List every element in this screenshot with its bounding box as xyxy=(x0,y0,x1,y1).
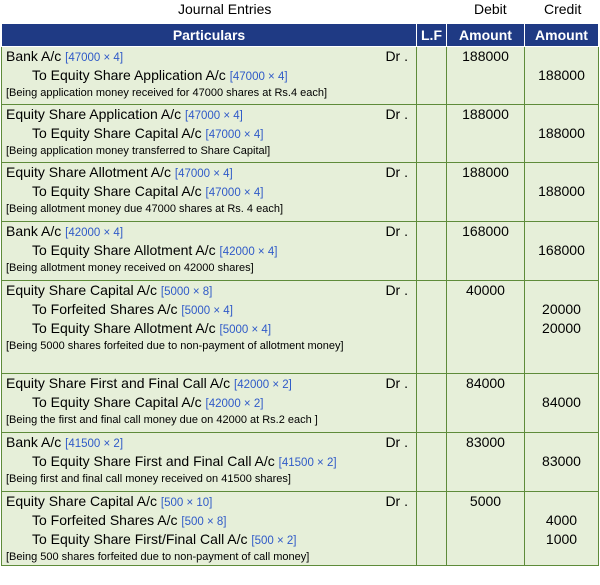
credit-account: To Equity Share Capital A/c xyxy=(32,394,202,410)
spacer xyxy=(525,492,598,511)
debit-line xyxy=(2,492,416,511)
credit-calculation: [47000 × 4] xyxy=(205,187,264,199)
debit-amount: 188000 xyxy=(462,164,509,180)
credit-calculation: [42000 × 4] xyxy=(219,246,278,258)
table-header-row xyxy=(2,24,599,47)
col-debit-amount: Amount xyxy=(447,24,525,47)
dr-label: Dr . xyxy=(385,493,408,509)
narration: [Being the first and final call money due on 42000 at Rs.2 each ] xyxy=(6,414,318,426)
credit-account: To Equity Share First and Final Call A/c xyxy=(32,453,275,469)
table-row xyxy=(2,47,599,105)
top-header xyxy=(0,0,600,20)
narration: [Being 500 shares forfeited due to non-payment of call money] xyxy=(6,551,310,563)
credit-account: To Equity Share First/Final Call A/c xyxy=(32,531,248,547)
debit-amount: 188000 xyxy=(462,106,509,122)
dr-label: Dr . xyxy=(385,282,408,298)
particulars-cell xyxy=(2,374,417,433)
debit-amount: 84000 xyxy=(466,375,505,391)
debit-line xyxy=(2,433,416,452)
dr-label: Dr . xyxy=(385,375,408,391)
debit-amount: 83000 xyxy=(466,434,505,450)
credit-account: To Forfeited Shares A/c xyxy=(32,301,178,317)
debit-calculation: [41500 × 2] xyxy=(65,438,124,450)
debit-line xyxy=(2,163,416,182)
lf-cell xyxy=(417,222,447,281)
debit-line xyxy=(2,281,416,300)
spacer xyxy=(525,222,598,241)
credit-amount: 188000 xyxy=(538,125,585,141)
debit-account: Equity Share Allotment A/c xyxy=(6,164,171,180)
debit-line xyxy=(2,47,416,66)
credit-calculation: [47000 × 4] xyxy=(229,71,288,83)
credit-amount: 168000 xyxy=(538,242,585,258)
credit-line xyxy=(2,300,416,319)
credit-amount-cell xyxy=(525,374,599,433)
credit-account: To Equity Share Capital A/c xyxy=(32,125,202,141)
credit-amount: 84000 xyxy=(542,394,581,410)
lf-cell xyxy=(417,281,447,374)
credit-amount: 20000 xyxy=(542,301,581,317)
debit-line xyxy=(2,105,416,124)
particulars-cell xyxy=(2,492,417,566)
dr-label: Dr . xyxy=(385,48,408,64)
debit-amount-cell xyxy=(447,105,525,163)
credit-calculation: [41500 × 2] xyxy=(278,457,337,469)
debit-calculation: [42000 × 2] xyxy=(234,379,292,391)
debit-amount: 188000 xyxy=(462,48,509,64)
particulars-cell xyxy=(2,47,417,105)
credit-line xyxy=(2,241,416,260)
credit-calculation: [42000 × 2] xyxy=(205,398,264,410)
lf-cell xyxy=(417,433,447,492)
debit-calculation: [42000 × 4] xyxy=(65,227,124,239)
lf-cell xyxy=(417,163,447,222)
debit-calculation: [47000 × 4] xyxy=(65,52,124,64)
credit-account: To Equity Share Allotment A/c xyxy=(32,242,216,258)
spacer xyxy=(525,47,598,66)
debit-account: Equity Share First and Final Call A/c xyxy=(6,375,231,391)
debit-amount-cell xyxy=(447,433,525,492)
debit-amount: 5000 xyxy=(469,493,502,509)
narration: [Being allotment money due 47000 shares at Rs. 4 each] xyxy=(6,203,284,215)
credit-amount-cell xyxy=(525,47,599,105)
credit-line xyxy=(2,319,416,338)
narration: [Being application money transferred to Share Capital] xyxy=(6,145,271,157)
debit-amount-cell xyxy=(447,47,525,105)
journal-title: Journal Entries xyxy=(178,1,272,17)
debit-line xyxy=(2,222,416,241)
spacer xyxy=(525,281,598,300)
dr-label: Dr . xyxy=(385,434,408,450)
spacer xyxy=(525,105,598,124)
credit-calculation: [5000 × 4] xyxy=(219,324,272,336)
debit-account: Bank A/c xyxy=(6,48,62,64)
debit-account: Bank A/c xyxy=(6,223,62,239)
lf-cell xyxy=(417,374,447,433)
journal-table xyxy=(1,23,599,566)
credit-line xyxy=(2,530,416,549)
credit-amount-cell xyxy=(525,222,599,281)
credit-line xyxy=(2,124,416,143)
lf-cell xyxy=(417,105,447,163)
debit-calculation: [5000 × 8] xyxy=(160,286,213,298)
narration: [Being 5000 shares forfeited due to non-payment of allotment money] xyxy=(6,340,344,352)
debit-account: Equity Share Capital A/c xyxy=(6,493,157,509)
credit-amount: 83000 xyxy=(542,453,581,469)
particulars-cell xyxy=(2,105,417,163)
debit-account: Bank A/c xyxy=(6,434,62,450)
credit-amount-cell xyxy=(525,163,599,222)
credit-account: To Equity Share Application A/c xyxy=(32,67,226,83)
credit-line xyxy=(2,393,416,412)
dr-label: Dr . xyxy=(385,106,408,122)
col-credit-amount: Amount xyxy=(525,24,599,47)
spacer xyxy=(525,163,598,182)
credit-amount-cell xyxy=(525,281,599,374)
spacer xyxy=(525,433,598,452)
debit-amount-cell xyxy=(447,222,525,281)
col-lf: L.F xyxy=(417,24,447,47)
particulars-cell xyxy=(2,222,417,281)
narration: [Being first and final call money received on 41500 shares] xyxy=(6,473,291,485)
dr-label: Dr . xyxy=(385,164,408,180)
table-row xyxy=(2,492,599,566)
credit-amount-cell xyxy=(525,433,599,492)
credit-account: To Forfeited Shares A/c xyxy=(32,512,178,528)
particulars-cell xyxy=(2,281,417,374)
narration: [Being application money received for 47000 shares at Rs.4 each] xyxy=(6,87,328,99)
debit-line xyxy=(2,374,416,393)
table-row xyxy=(2,163,599,222)
credit-line xyxy=(2,511,416,530)
particulars-cell xyxy=(2,433,417,492)
table-row xyxy=(2,222,599,281)
debit-amount-cell xyxy=(447,374,525,433)
debit-calculation: [47000 × 4] xyxy=(174,168,233,180)
debit-account: Equity Share Capital A/c xyxy=(6,282,157,298)
debit-calculation: [500 × 10] xyxy=(160,497,213,509)
table-row xyxy=(2,433,599,492)
particulars-cell xyxy=(2,163,417,222)
spacer xyxy=(525,374,598,393)
dr-label: Dr . xyxy=(385,223,408,239)
credit-calculation: [47000 × 4] xyxy=(205,129,264,141)
debit-calculation: [47000 × 4] xyxy=(185,110,243,122)
credit-account: To Equity Share Allotment A/c xyxy=(32,320,216,336)
credit-line xyxy=(2,452,416,471)
lf-cell xyxy=(417,492,447,566)
debit-amount-cell xyxy=(447,492,525,566)
journal-entries xyxy=(2,47,599,566)
credit-calculation: [500 × 8] xyxy=(181,516,227,528)
credit-amount: 4000 xyxy=(545,512,578,528)
credit-line xyxy=(2,182,416,201)
debit-amount-cell xyxy=(447,281,525,374)
table-row xyxy=(2,281,599,374)
lf-cell xyxy=(417,47,447,105)
debit-account: Equity Share Application A/c xyxy=(6,106,182,122)
credit-account: To Equity Share Capital A/c xyxy=(32,183,202,199)
table-row xyxy=(2,374,599,433)
credit-calculation: [5000 × 4] xyxy=(181,305,233,317)
credit-line xyxy=(2,66,416,85)
credit-amount: 1000 xyxy=(545,531,578,547)
debit-heading: Debit xyxy=(474,1,507,17)
table-row xyxy=(2,105,599,163)
col-particulars: Particulars xyxy=(2,24,417,47)
credit-amount-cell xyxy=(525,492,599,566)
debit-amount: 168000 xyxy=(462,223,509,239)
credit-amount-cell xyxy=(525,105,599,163)
credit-heading: Credit xyxy=(544,1,582,17)
credit-amount: 20000 xyxy=(542,320,581,336)
credit-amount: 188000 xyxy=(538,67,585,83)
credit-amount: 188000 xyxy=(538,183,585,199)
debit-amount-cell xyxy=(447,163,525,222)
narration: [Being allotment money received on 42000 shares] xyxy=(6,262,254,274)
debit-amount: 40000 xyxy=(466,282,505,298)
credit-calculation: [500 × 2] xyxy=(251,535,297,547)
